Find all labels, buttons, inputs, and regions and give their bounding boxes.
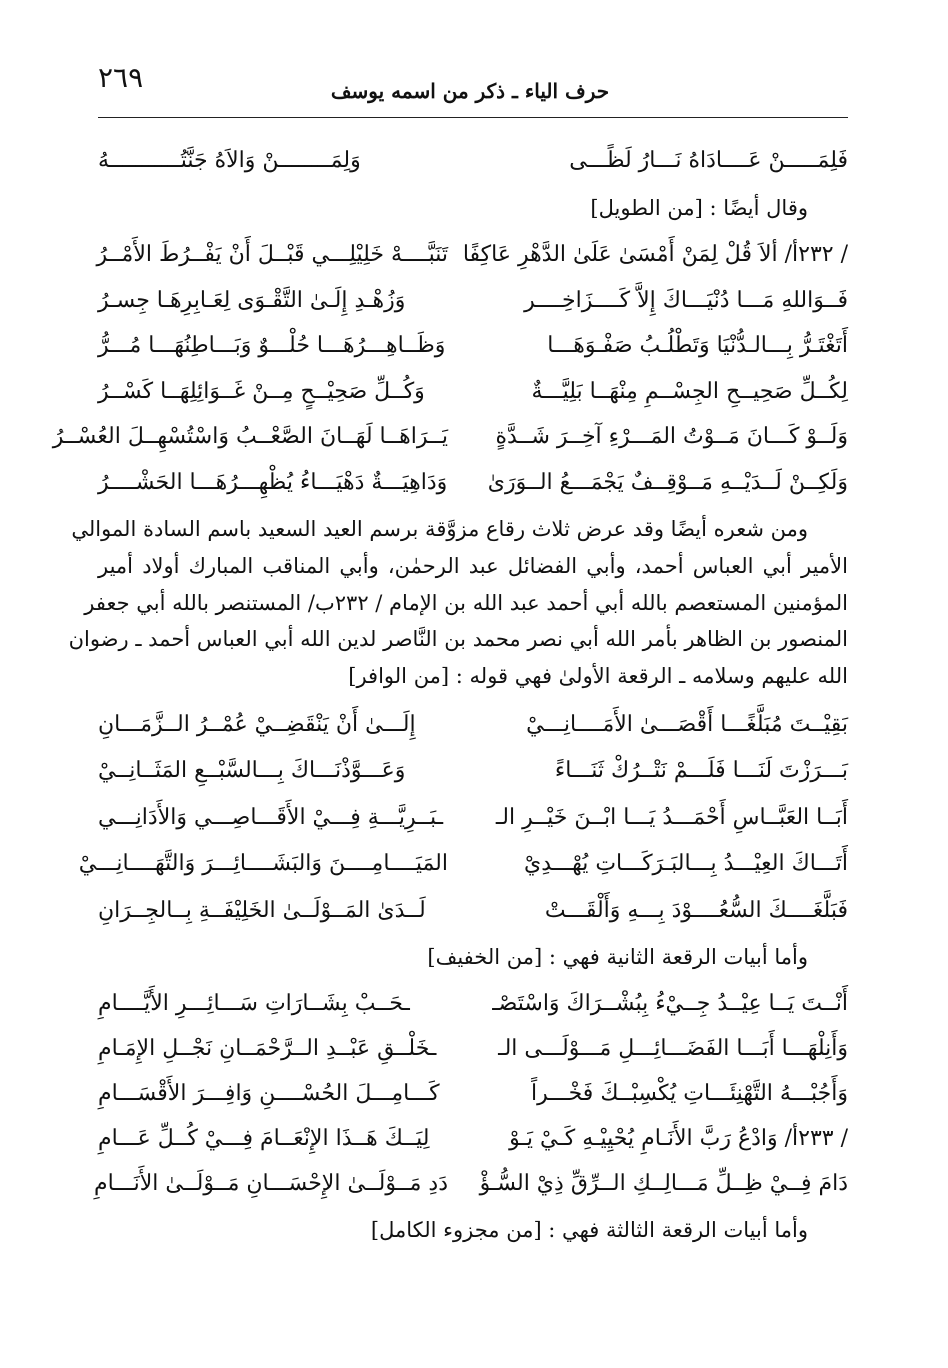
verse-second-hemistich: وَكُــلِّ صَحِيْــحٍ مِــنْ غَــوَائِلِهَــا كَسْــرُ <box>98 378 425 404</box>
verse-first-hemistich: / ٢٣٢أ/ ألاَ قُلْ لِمَنْ أَمْسَىٰ عَلَىٰ الدَّهْرِ عَاكِفًا <box>462 242 848 268</box>
verse-first-hemistich: وَلَــوْ كَـــانَ مَــوْتُ المَـــرْءِ آخِــرَ شَــدَّةٍ <box>495 424 848 450</box>
verse-second-hemistich: وَدَاهِيَـــةٌ دَهْيَـــاءُ يُظْهِـــرُهَـــا الحَشْــــرُ <box>98 469 448 495</box>
verse-line <box>98 981 848 1026</box>
verse-first-hemistich: أَنْــتَ يَــا عِيْــدُ جِــيْءُ بِبُشْــرَاكَ وَاسْتَصْـ <box>492 991 848 1017</box>
verse-line <box>98 323 848 369</box>
verse-first-hemistich: فَلِمَـــــنْ عَــــادَاهُ نَـــارُ لَظًـــى <box>569 147 848 173</box>
verse-second-hemistich: يَــرَاهَــا لَهَــانَ الصَّعْــبُ وَاسْتُسْهِــلَ العُسْــرُ <box>52 424 448 450</box>
verse-line <box>98 369 848 415</box>
verse-first-hemistich: أَبَــا العَبَّــاسِ أَحْمَـــدُ يَـــا ابْــنَ خَيْــرِ الـ <box>495 804 848 830</box>
verse-second-hemistich: وَعَـــوَّذْنَـــاكَ بِـــالسَّبْــعِ المَثَــانِــيْ <box>98 758 406 784</box>
prose-line: الله عليهم وسلامه ـ الرقعة الأولىٰ فهي قوله : [من الوافر] <box>348 664 848 689</box>
verse-line <box>98 794 848 841</box>
verse-first-hemistich: فَبَلَّغَــــكَ السُّعُــــوْدَ بِـــهِ وَأَلْقَـــتْ <box>544 897 848 923</box>
verse-first-hemistich: / ٢٣٣أ/ وَادْعُ رَبَّ الأَنَـامِ يُحْيِيْـهِ كَـيْ يَـوْ <box>509 1126 848 1152</box>
verse-second-hemistich: كَـــامِـــلَ الحُسْــــنِ وَافِـــرَ الأَقْسَـــامِ <box>98 1081 440 1107</box>
verse-first-hemistich: وَلَكِــنْ لَــدَيْــهِ مَــوْقِــفٌ يَجْمَـــعُ الــوَرَىٰ <box>487 469 848 495</box>
prose-line: المنصور بن الظاهر بأمر الله أبي نصر محمد بن النَّاصر لدين الله أبي العباس أحمد ـ رضوان <box>68 627 848 652</box>
verse-line <box>78 840 848 887</box>
verse-line <box>52 414 848 460</box>
verse-second-hemistich: المَيَــــامِــــنَ وَالبَشَــــائِـــرَ وَالتَّهَــــانِـــيْ <box>78 851 448 877</box>
verse-first-hemistich: أَتَغْتَـرُّ بِـــالـدُّنْيَا وَتَطْلُـبُ صَفْـوَهَـــا <box>547 333 848 359</box>
verse-second-hemistich: وَظَــاهِـــرُهَـــا حُلْـــوٌ وَبَـــاطِنُهَـــا مُـــرُّ <box>98 333 446 359</box>
verse-line <box>98 1026 848 1071</box>
prose-line: الأمير أبي العباس أحمد، وأبي الفضائل عبد الرحمٰن، وأبي المناقب المبارك أولاد أمير <box>98 553 848 578</box>
verse-second-hemistich: تَنَبَّــــهْ خَلِيْلِـــي قَبْــلَ أَنْ يَفْــرُطَ الأَمْــرُ <box>96 242 448 268</box>
prose-line: المؤمنين المستعصم بالله أبي أحمد عبد الله بن الإمام / ٢٣٢ب/ المستنصر بالله أبي جعفر <box>84 590 848 615</box>
poem-wafir <box>78 701 848 934</box>
poem-tawil <box>52 232 848 505</box>
verse-line <box>98 701 848 748</box>
verse-second-hemistich: ـحَــبْ بِشَــارَاتِ سَـــائِـــرِ الأَيَّــــامِ <box>98 991 410 1017</box>
verse-line <box>98 747 848 794</box>
verse-first-hemistich: بَـــرَزْتَ لَنَـــا فَلَـــمْ نَتْــرُكْ ثَنَـــاءً <box>554 758 848 784</box>
verse-first-hemistich: بَقِيْــتَ مُبَلَّغًـــا أَقْصَـــىٰ الأَمَــــانِـــيْ <box>526 711 848 737</box>
poem-khafif <box>93 981 848 1206</box>
poem-intro-khafif: وأما أبيات الرقعة الثانية فهي : [من الخفيف] <box>427 945 808 970</box>
verse-second-hemistich: إِلَـــىٰ أَنْ يَنْقَضِــيْ عُمْــرُ الــزَّمَـــانِ <box>98 711 416 737</box>
verse-second-hemistich: وَزُهْـدِ إِلَـىٰ التَّقْـوَى لِعَـابِرِهَـا جِسـرُ <box>98 287 406 313</box>
verse-second-hemistich: وَلِمَــــــــنْ وَالاَهُ جَنَّتُـــــــــــهُ <box>98 147 361 173</box>
verse-second-hemistich: دَدِ مَــوْلَــىٰ الإِحْسَـــانِ مَــوْلَــىٰ الأَنَـــامِ <box>93 1171 448 1197</box>
header-rule <box>98 117 848 118</box>
prose-line: ومن شعره أيضًا وقد عرض ثلاث رقاع مزوَّقة برسم العيد السعيد باسم السادة الموالي <box>71 517 808 541</box>
running-header: حرف الياء ـ ذكر من اسمه يوسف <box>330 79 610 103</box>
opening-verse <box>98 132 848 188</box>
verse-line <box>93 1161 848 1206</box>
verse-first-hemistich: دَامَ فِــيْ ظِــلِّ مَـــالِــكِ الــرِّقِّ ذِيْ السُّـؤْ <box>479 1171 848 1197</box>
page-body <box>52 132 848 1254</box>
verse-second-hemistich: ـبَــرِيَّـــةِ فِـــيْ الأَقَـــاصِـــي وَالأَدَانِـــي <box>98 804 444 830</box>
verse-line <box>98 460 848 506</box>
verse-first-hemistich: فَــوَاللهِ مَـــا دُنْيَـــاكَ إِلاَّ كَــــزَاخِــــر <box>524 287 848 313</box>
poem-intro-tawil: وقال أيضًا : [من الطويل] <box>590 196 808 220</box>
verse-line <box>98 1116 848 1161</box>
verse-line <box>98 232 848 278</box>
verse-second-hemistich: لِيَــكَ هَــذَا الإِنْعَــامَ فِـــيْ كُــلِّ عَـــامِ <box>98 1126 430 1152</box>
verse-second-hemistich: ـخَلْــقِ عَبْــدِ الــرَّحْمَــانِ نَجْــلِ الإِمَـامِ <box>98 1036 437 1062</box>
verse-first-hemistich: وَأَجُبْـــهُ التَّهْنِئَـــاتِ يُكْسِبْــكَ فَخْـــراً <box>531 1081 848 1107</box>
verse-first-hemistich: وَأَنِلْهَـــا أَبَـــا الفَضَـــائِـــلِ مَـــوْلَـــى الـ <box>498 1036 848 1062</box>
verse-first-hemistich: أَتَـــاكَ العِيْـــدُ بِـــالبَـرَكَـــاتِ يُهْـــدِيْ <box>523 851 848 877</box>
verse-line <box>98 887 848 934</box>
prose-paragraph <box>68 511 848 695</box>
verse-line <box>98 1071 848 1116</box>
verse-first-hemistich: لِكُــلِّ صَحِيــحِ الجِسْــمِ مِنْهَــا بَلِيَّـــةٌ <box>531 378 848 404</box>
page-number: ٢٦٩ <box>98 61 144 94</box>
verse-line <box>98 278 848 324</box>
poem-intro-kamil: وأما أبيات الرقعة الثالثة فهي : [من مجزوء الكامل] <box>370 1218 808 1243</box>
verse-second-hemistich: لَــدَىٰ المَــوْلَــىٰ الخَلِيْفَــةِ بِــالجِــرَانِ <box>98 897 426 923</box>
